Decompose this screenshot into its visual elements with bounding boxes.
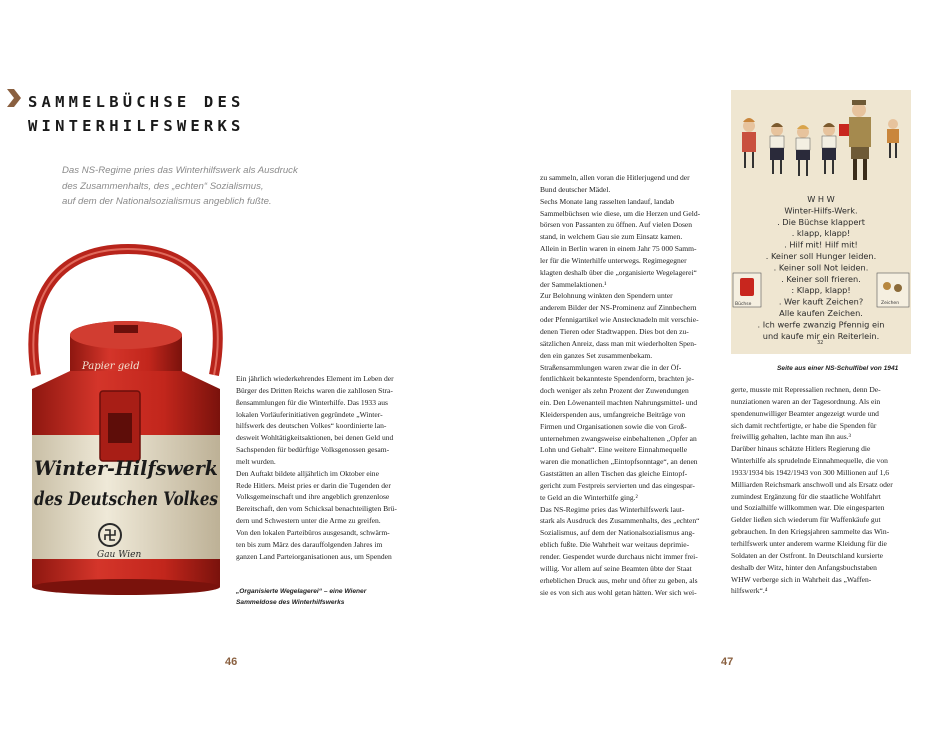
text-line: Rede Hitlers. Meist pries er darin die Tugenden der [236, 480, 391, 490]
text-line: nunziationen waren an der Tagesordnung. Als ein [731, 396, 881, 406]
text-line: Kleiderspenden aus, umfangreiche Beiträge von [540, 409, 686, 419]
text-line: sätzlichen Anreiz, dass man mit wiederholten Spen- [540, 338, 697, 348]
page-number-right: 47 [721, 656, 734, 668]
can-caption-line-1: „Organisierte Wegelagerei“ – eine Wiener [236, 588, 367, 595]
text-line: gericht zum Festpreis servierten und das eingespar- [540, 480, 695, 490]
text-line: eblich fußte. Die Wahrheit war weitaus deprimie- [540, 540, 690, 550]
can-label-top: Papier geld [82, 361, 140, 372]
text-line: fentlichkeit bekannteste Spendenform, brachten je- [540, 374, 695, 384]
subtitle-line-2: des Zusammenhalts, des „echten“ Sozialismus, [62, 180, 264, 192]
middle-text-column [540, 172, 721, 598]
box-label-left: Büchse [735, 302, 752, 307]
text-line: Das NS-Regime pries das Winterhilfswerk laut- [540, 504, 685, 514]
verse-line: . klapp, klapp! [791, 228, 851, 239]
text-line: WHW verberge sich in Wahrheit das „Waffen- [731, 574, 872, 584]
text-line: ein. Den Löwenanteil machten Nahrungsmittel- und [540, 398, 698, 408]
text-line: sie es von sich aus wohl getan hätten. Wer sich wei- [540, 587, 697, 597]
can-caption [236, 586, 436, 608]
text-line: Sammelbüchsen wie diese, um die Herzen und Geld- [540, 208, 701, 218]
text-line: te Geld an die Winterhilfe ging.² [540, 492, 638, 502]
collection-can-image [22, 243, 234, 595]
text-line: stand, in welchem Gau sie zum Einsatz kamen. [540, 232, 683, 242]
text-line: Straßensammlungen waren zwar die in der Öf- [540, 362, 682, 372]
text-line: oder Pfennigartikel wie Anstecknadeln mit verschie- [540, 315, 699, 325]
text-line: Darüber hinaus schätzte Hitlers Regierung die [731, 444, 871, 454]
text-line: den ein ganzes Set zusammenbekam. [540, 350, 653, 360]
text-line: ten bis zum März des darauffolgenden Jahres im [236, 539, 383, 549]
text-line: Gaststätten an allen Tischen das gleiche Eintopf- [540, 469, 688, 479]
text-line: hilfswerk des deutschen Volkes“ koordinierte lan- [236, 421, 387, 431]
text-line: zu sammeln, allen voran die Hitlerjugend und der [540, 173, 690, 182]
heading-line-1: SAMMELBÜCHSE DES [28, 93, 245, 111]
verse-line: . Keiner soll Not leiden. [773, 262, 869, 273]
text-line: sich damit rechtfertigte, er habe die Spenden für [731, 420, 877, 430]
text-line: Milliarden Reichsmark anschwoll und als Ersatz oder [731, 479, 893, 489]
verse-line: : Klapp, klapp! [791, 285, 851, 296]
can-label-main-1: Winter-Hilfswerk [34, 456, 218, 480]
text-line: doch weniger als zehn Prozent der Zuwendungen [540, 386, 689, 396]
text-line: deshalb der Witz, hinter den Anfangsbuchstaben [731, 562, 877, 572]
verse-line: . Keiner soll frieren. [781, 273, 861, 284]
text-line: waren die monatlichen „Eintopfsonntage“, an denen [540, 457, 698, 467]
text-line: anderem Bilder der NS-Prominenz auf Zinnbechern [540, 303, 697, 313]
text-line: ßensammlungen für die Winterhilfe. Das 1933 aus [236, 397, 388, 407]
text-line: Bürger des Dritten Reichs waren die zahllosen Stra- [236, 385, 393, 395]
text-line: börsen von Passanten zu öffnen. Auf vielen Dosen [540, 220, 693, 230]
verse-line: . Hilf mit! Hilf mit! [784, 239, 858, 250]
left-text-column [236, 373, 418, 563]
schoolbook-page-image [731, 90, 911, 354]
text-line: stark als Ausdruck des Zusammenhalts, des „echten“ [540, 516, 700, 526]
text-line: Allein in Berlin waren in einem Jahr 75 000 Samm- [540, 244, 697, 254]
text-line: 1933/1934 bis 1942/1943 von 300 Millionen auf 1,6 [731, 467, 890, 477]
text-line: freiwillig gehalten, lachte man ihn aus.³ [731, 432, 851, 442]
text-line: klagten deshalb über die „organisierte Wegelagerei“ [540, 267, 697, 277]
text-line: willig. Vor allem auf seine Beamten übte der Staat [540, 563, 692, 573]
text-line: Ein jährlich wiederkehrendes Element im Leben der [236, 374, 394, 383]
heading-line-2: WINTERHILFSWERKS [28, 117, 245, 135]
can-caption-line-2: Sammeldose des Winterhilfswerks [236, 599, 345, 606]
text-line: ler für die Winterhilfe unterwegs. Regimegegner [540, 255, 687, 265]
text-line: Bereitschaft, den vom Schicksal benachteiligten Brü- [236, 504, 397, 514]
text-line: render. Gespendet wurde durchaus nicht immer frei- [540, 552, 698, 561]
text-line: gerte, musste mit Repressalien rechnen, denn De- [731, 385, 881, 394]
text-line: lokalen Vorläuferinitiativen gegründete „Winter- [236, 409, 383, 419]
can-label-main-2: des Deutschen Volkes [34, 488, 219, 510]
text-line: Zur Belohnung winkten den Spendern unter [540, 291, 673, 301]
text-line: Den Auftakt bildete alljährlich im Oktober eine [236, 468, 379, 478]
text-line: unternehmen zwangsweise einbehaltenen „Opfer an [540, 433, 697, 443]
can-label-bottom: Gau Wien [97, 550, 142, 560]
text-line: Volksgemeinschaft und ihre angeblich grenzenlose [236, 492, 390, 502]
text-line: spendenunwilliger Beamter angezeigt wurde und [731, 408, 879, 418]
verse-line: Alle kaufen Zeichen. [779, 308, 863, 318]
verse-line: . Die Büchse klappert [777, 216, 865, 227]
subtitle [62, 163, 362, 210]
right-text-column [731, 384, 912, 597]
schoolbook-page-number: 32 [817, 340, 824, 346]
text-line: desweit Wohltätigkeitsaktionen, bei denen Geld und [236, 433, 394, 443]
text-line: hilfswerk“.⁴ [731, 586, 768, 596]
text-line: erheblichen Druck aus, mehr und öfter zu geben, als [540, 575, 698, 585]
subtitle-line-1: Das NS-Regime pries das Winterhilfswerk als Ausdruck [62, 165, 298, 176]
verse-line: . Keiner soll Hunger leiden. [765, 251, 877, 261]
verse-line: Winter-Hilfs-Werk. [784, 205, 858, 216]
text-line: und Sozialhilfe willkommen war. Die eingesparten [731, 503, 885, 513]
text-line: Winterhilfe als sprudelnde Einnahmequelle, die von [731, 456, 888, 466]
schoolbook-caption: Seite aus einer NS-Schulfibel von 1941 [777, 365, 899, 372]
page-number-left: 46 [225, 656, 238, 668]
verse-line: . Ich werfe zwanzig Pfennig ein [757, 319, 885, 330]
box-label-right: Zeichen [881, 301, 900, 306]
text-line: Gelder ließen sich wiederum für Waffenkäufe gut [731, 515, 881, 525]
verse-line: W H W [807, 194, 835, 204]
subtitle-line-3: auf dem der Nationalsozialismus angeblich fußte. [62, 196, 272, 207]
text-line: gebrauchen. In den Kriegsjahren sammelte das Win- [731, 527, 890, 537]
text-line: der Sammelaktionen.¹ [540, 279, 607, 289]
verse-line: . Wer kauft Zeichen? [778, 296, 864, 307]
text-line: terhilfswerk unter anderem warme Kleidung für die [731, 538, 887, 548]
text-line: Von den lokalen Parteibüros ausgesandt, schwärm- [236, 527, 390, 537]
schoolbook-verse [758, 194, 885, 341]
text-line: Soldaten an der Ostfront. In Deutschland kursierte [731, 550, 883, 560]
text-line: Firmen und Organisationen sowie die von Groß- [540, 421, 687, 431]
text-line: ganzen Land Parteiorganisationen aus, um Spenden [236, 551, 392, 561]
children-illustration [731, 90, 911, 190]
text-line: Lohn und Gehalt“. Eine weitere Einnahmequelle [540, 445, 688, 455]
text-line: Sachspenden für bedürftige Volksgenossen gesam- [236, 445, 390, 455]
verse-line: und kaufe mir ein Reiterlein. [762, 330, 880, 341]
chapter-heading [28, 90, 245, 138]
text-line: Sozialismus, auf dem der Nationalsozialismus ang- [540, 528, 695, 538]
text-line: Bund deutscher Mädel. [540, 184, 611, 194]
text-line: Sechs Monate lang rasselten landauf, landab [540, 196, 675, 206]
text-line: dern und Schwestern unter die Arme zu greifen. [236, 516, 381, 526]
chevron-right-icon [4, 88, 24, 108]
text-line: zumindest Ergänzung für die staatliche Wohlfahrt [731, 491, 881, 501]
text-line: melt wurden. [236, 456, 276, 466]
text-line: denen Tieren oder Stadtwappen. Dies bot den zu- [540, 326, 689, 336]
